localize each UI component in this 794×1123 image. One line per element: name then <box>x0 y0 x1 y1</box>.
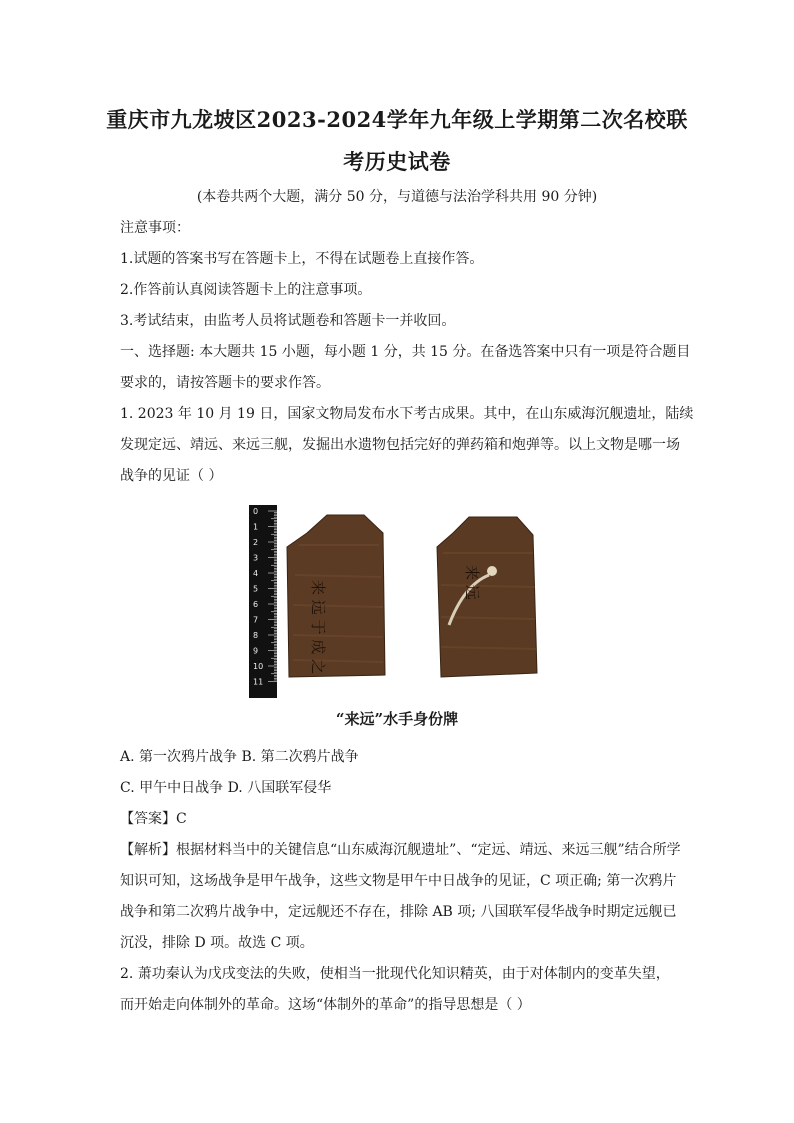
page-title-line-2: 考历史试卷 <box>343 149 451 174</box>
question-1-analysis-line-4: 沉没，排除 D 项。故选 C 项。 <box>120 935 314 951</box>
question-2-line-2: 而开始走向体制外的革命。这场“体制外的革命”的指导思想是（ ） <box>120 997 531 1013</box>
question-1-answer: 【答案】C <box>120 811 187 827</box>
page-title-line-1: 重庆市九龙坡区2023-2024学年九年级上学期第二次名校联 <box>106 107 688 132</box>
note-item-3: 3.考试结束，由监考人员将试题卷和答题卡一并收回。 <box>120 313 456 329</box>
sailor-id-tags-photo <box>249 505 549 700</box>
ruler-number: 3 <box>253 553 259 563</box>
exam-subtitle: (本卷共两个大题，满分 50 分，与道德与法治学科共用 90 分钟) <box>196 189 598 205</box>
ruler-number: 0 <box>253 507 259 516</box>
ruler-number: 1 <box>253 522 259 532</box>
ruler-number: 5 <box>253 584 259 594</box>
ruler-number: 9 <box>253 646 259 656</box>
ruler <box>249 505 277 698</box>
question-1-analysis-line-3: 战争和第二次鸦片战争中，定远舰还不存在，排除 AB 项; 八国联军侵华战争时期定远舰已 <box>120 904 677 920</box>
question-1-analysis-line-2: 知识可知，这场战争是甲午战争，这些文物是甲午中日战争的见证，C 项正确; 第一次鸦片 <box>120 873 677 889</box>
ruler-number: 11 <box>253 677 264 687</box>
section-1-intro-line-1: 一、选择题: 本大题共 15 小题，每小题 1 分，共 15 分。在备选答案中只有一项是符合题目 <box>120 344 691 360</box>
ruler-number: 8 <box>253 631 259 640</box>
ruler-number: 10 <box>253 662 264 671</box>
ruler-number: 7 <box>253 615 259 625</box>
note-item-2: 2.作答前认真阅读答题卡上的注意事项。 <box>120 282 372 298</box>
question-1-options-ab: A. 第一次鸦片战争 B. 第二次鸦片战争 <box>120 749 359 765</box>
question-1-line-3: 战争的见证（ ） <box>120 468 223 484</box>
id-tag-front <box>287 515 385 677</box>
question-1-analysis-line-1: 【解析】根据材料当中的关键信息“山东威海沉舰遗址”、“定远、靖远、来远三舰”结合所学 <box>120 842 681 858</box>
question-2-line-1: 2. 萧功秦认为戊戌变法的失败，使相当一批现代化知识精英，由于对体制内的变革失望， <box>120 966 670 982</box>
ruler-number: 4 <box>253 569 259 578</box>
section-1-intro-line-2: 要求的，请按答题卡的要求作答。 <box>120 375 330 391</box>
question-1-line-1: 1. 2023 年 10 月 19 日，国家文物局发布水下考古成果。其中，在山东威海沉舰遗址，陆续 <box>120 406 694 422</box>
id-tag-back <box>437 517 537 677</box>
ruler-number: 2 <box>253 538 259 547</box>
note-item-1: 1.试题的答案书写在答题卡上，不得在试题卷上直接作答。 <box>120 251 484 267</box>
tag-right-inscription: 来 远 <box>463 565 481 600</box>
question-1-options-cd: C. 甲午中日战争 D. 八国联军侵华 <box>120 780 332 796</box>
ruler-number: 6 <box>253 600 259 609</box>
notes-heading: 注意事项： <box>120 220 190 236</box>
question-1-line-2: 发现定远、靖远、来远三舰，发掘出水遗物包括完好的弹药箱和炮弹等。以上文物是哪一场 <box>120 437 680 453</box>
tag-left-inscription: 来 远 于 成 之 <box>309 580 327 675</box>
figure-caption: “来远”水手身份牌 <box>335 710 459 728</box>
